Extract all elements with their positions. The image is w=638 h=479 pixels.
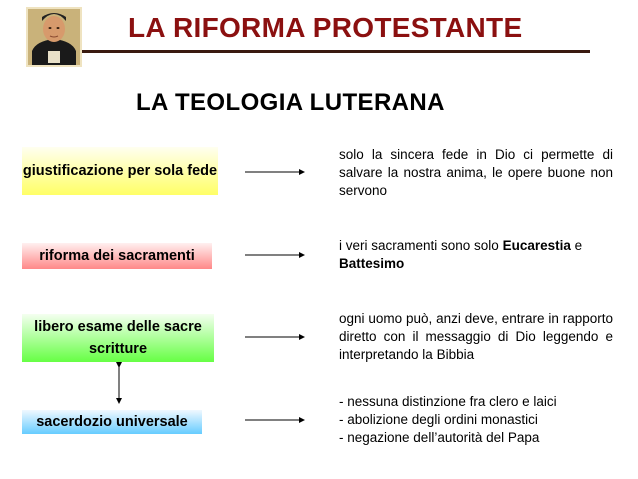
concept-box-giustificazione: giustificazione per sola fede [22, 147, 218, 195]
page-title: LA RIFORMA PROTESTANTE [128, 12, 523, 43]
list-item: - negazione dell’autorità del Papa [339, 430, 540, 445]
desc-bold-eucarestia: Eucarestia [502, 238, 571, 253]
description-sacerdozio [339, 393, 613, 447]
desc-text: i veri sacramenti sono solo [339, 238, 503, 253]
section-subtitle: LA TEOLOGIA LUTERANA [136, 89, 445, 116]
concept-box-riforma-sacramenti: riforma dei sacramenti [22, 243, 212, 269]
concept-box-libero-esame: libero esame delle sacre scritture [22, 314, 214, 362]
list-item: - abolizione degli ordini monastici [339, 412, 538, 427]
description-libero-esame: ogni uomo può, anzi deve, entrare in rapporto diretto con il messaggio di Dio leggendo e interpretando la Bibbia [339, 311, 613, 362]
concept-box-sacerdozio: sacerdozio universale [22, 410, 202, 434]
description-giustificazione: solo la sincera fede in Dio ci permette di salvare la nostra anima, le opere buone non servono [339, 147, 613, 198]
desc-text: e [570, 238, 583, 253]
description-riforma-sacramenti [339, 237, 613, 273]
desc-bold-battesimo: Battesimo [339, 256, 405, 271]
list-item: - nessuna distinzione fra clero e laici [339, 394, 557, 409]
